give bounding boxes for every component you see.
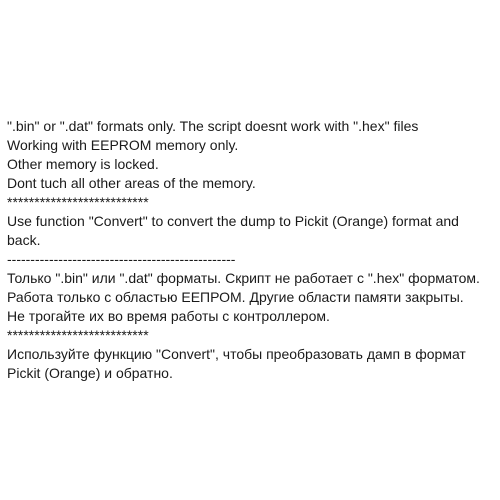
text-line-formats-en: ".bin" or ".dat" formats only. The script doesnt work with ".hex" files xyxy=(7,118,419,134)
text-line-locked-en: Other memory is locked. xyxy=(7,156,159,172)
text-line-dont-touch-ru: Не трогайте их во время работы с контроллером. xyxy=(7,308,330,324)
dash-separator: ------------------------------------------------- xyxy=(7,251,236,267)
asterisk-separator-1: ************************** xyxy=(7,194,149,210)
text-line-eeprom-en: Working with EEPROM memory only. xyxy=(7,137,239,153)
text-line-convert-en: Use function "Convert" to convert the dump to Pickit (Orange) format and back. xyxy=(7,213,463,248)
text-line-formats-ru: Только ".bin" или ".dat" форматы. Скрипт не работает с ".hex" форматом. xyxy=(7,270,480,286)
instructions-text xyxy=(7,117,495,383)
text-line-dont-touch-en: Dont tuch all other areas of the memory. xyxy=(7,175,256,191)
asterisk-separator-2: ************************** xyxy=(7,327,149,343)
text-line-eeprom-ru: Работа только с областью ЕЕПРОМ. Другие области памяти закрыты. xyxy=(7,289,464,305)
text-line-convert-ru: Используйте функцию "Convert", чтобы преобразовать дамп в формат Pickit (Orange) и обратно. xyxy=(7,346,470,381)
